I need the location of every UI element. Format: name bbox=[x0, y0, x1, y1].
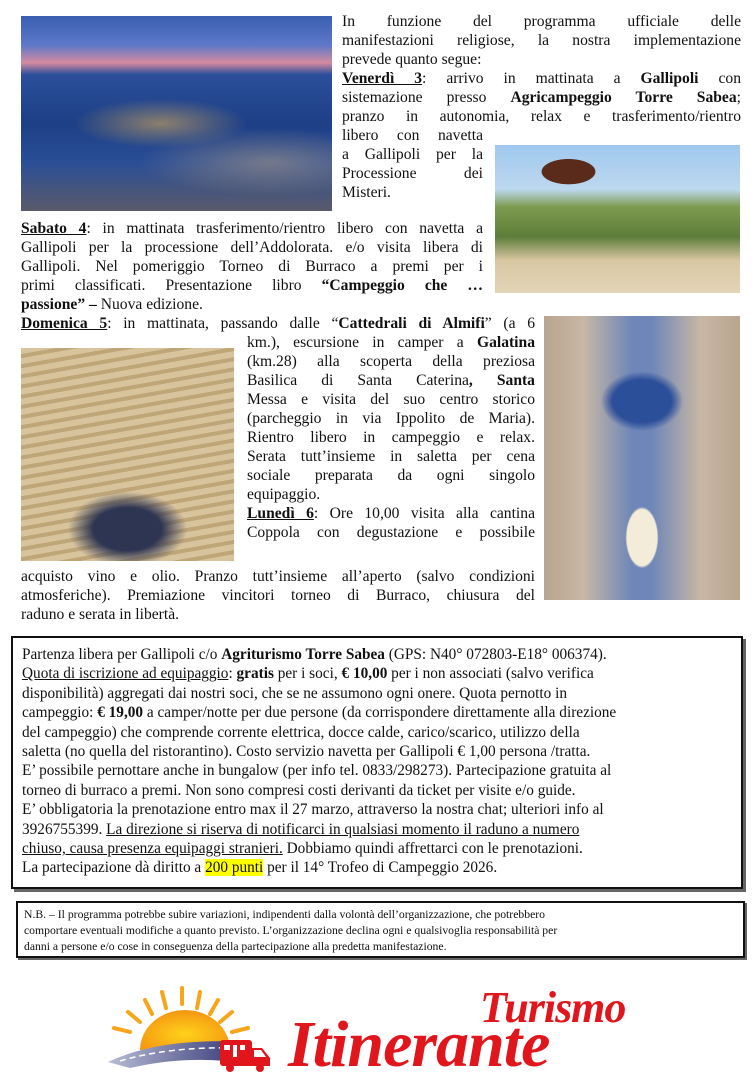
lunedi-paragraph bbox=[21, 567, 535, 624]
text: , Santa bbox=[468, 372, 535, 389]
text: a camper/notte per due persone (da corrispondere direttamente alla direzione bbox=[143, 704, 617, 722]
lunedi-line bbox=[247, 504, 535, 523]
info-line: E’ obbligatoria la prenotazione entro max il 27 marzo, attraverso la nostra chat; ulteriori info al bbox=[22, 801, 604, 819]
text: Partenza libera per Gallipoli c/o bbox=[22, 646, 222, 663]
fee-label: Quota di iscrizione ad equipaggio bbox=[22, 665, 229, 683]
disclaimer-line: danni a persone e/o cose in conseguenza della partecipazione alla predetta manifestazione. bbox=[24, 940, 447, 953]
logo-text-itinerante: Itinerante bbox=[288, 1008, 550, 1081]
gps-text: (GPS: N40° 072803-E18° 006374). bbox=[384, 646, 607, 663]
domenica-line: sociale preparata da ogni singolo bbox=[247, 467, 535, 484]
warning-text: chiuso, causa presenza equipaggi stranieri. bbox=[22, 840, 283, 858]
disclaimer-box bbox=[16, 901, 745, 958]
text: La partecipazione dà diritto a bbox=[22, 859, 206, 877]
domenica-line bbox=[21, 314, 535, 333]
venerdi-line: Misteri. bbox=[342, 184, 391, 201]
info-line bbox=[22, 858, 732, 877]
points-highlight: 200 punti bbox=[205, 859, 264, 877]
venerdi-continued bbox=[342, 126, 483, 202]
domenica-line: (parcheggio in via Ippolito de Maria). bbox=[247, 410, 535, 427]
text: : in mattinata, passando dalle “ bbox=[107, 315, 339, 332]
turismo-itinerante-logo bbox=[100, 982, 660, 1081]
text: Nuova edizione. bbox=[96, 296, 203, 313]
text: : in mattinata trasferimento/rientro libero con navetta a bbox=[86, 220, 483, 237]
text: : Ore 10,00 visita alla cantina bbox=[313, 505, 535, 522]
info-line: torneo di burraco a premi. Non sono compresi costi derivanti da ticket per visite e/o guide. bbox=[22, 781, 576, 799]
domenica-line bbox=[247, 371, 535, 390]
text-bold: Galatina bbox=[476, 334, 535, 351]
warning-text: La direzione si riserva di notificarci in qualsiasi momento il raduno a numero bbox=[106, 820, 580, 838]
info-line: E’ possibile pernottare anche in bungalow (per info tel. 0833/298273). Partecipazione gratuita al bbox=[22, 762, 612, 780]
info-line: del campeggio) che comprende corrente elettrica, docce calde, carico/scarico, utilizzo della bbox=[22, 723, 580, 741]
sabato-line: Gallipoli per la processione dell’Addolorata. e/o visita libera di bbox=[21, 239, 483, 256]
intro-line: prevede quanto segue: bbox=[342, 51, 482, 68]
sabato-day-heading: Sabato 4 bbox=[21, 220, 87, 237]
domenica-line bbox=[247, 333, 535, 352]
sun-road-camper-icon bbox=[100, 982, 275, 1074]
intro-paragraph bbox=[342, 12, 741, 126]
info-line: disponibilità) aggregati dai nostri soci, che se ne assumono ogni onere. Quota pernotto in bbox=[22, 684, 568, 702]
domenica-heading-line bbox=[21, 314, 535, 333]
venerdi-line: pranzo in autonomia, relax e trasferimento/rientro bbox=[342, 108, 741, 125]
text: primi classificati. Presentazione libro bbox=[21, 277, 322, 294]
venerdi-line bbox=[342, 69, 741, 88]
text: campeggio: bbox=[22, 704, 98, 722]
disclaimer-line: N.B. – Il programma potrebbe subire variazioni, indipendenti dalla volontà dell’organizzazione, che potrebbero bbox=[24, 908, 545, 921]
text-bold: Gallipoli bbox=[640, 70, 699, 87]
info-line bbox=[22, 664, 732, 683]
text-bold: Agricampeggio Torre Sabea bbox=[510, 89, 737, 106]
text: Basilica di Santa Caterina bbox=[247, 372, 469, 389]
domenica-paragraph bbox=[247, 333, 535, 542]
lunedi-line: acquisto vino e olio. Pranzo tutt’insieme all’aperto (salvo condizioni bbox=[21, 568, 535, 585]
price: € 10,00 bbox=[341, 665, 388, 683]
info-line: saletta (no quella del ristorantino). Costo servizio navetta per Gallipoli € 1,00 persona /tratta. bbox=[22, 743, 591, 761]
text: sistemazione presso bbox=[342, 89, 511, 106]
domenica-day-heading: Domenica 5 bbox=[21, 315, 108, 332]
venerdi-day-heading: Venerdì 3 bbox=[342, 70, 423, 87]
sabato-line bbox=[21, 295, 483, 314]
sabato-line bbox=[21, 219, 483, 238]
lunedi-day-heading: Lunedì 6 bbox=[247, 505, 314, 522]
text-bold: Agriturismo Torre Sabea bbox=[221, 646, 385, 663]
book-title: “Campeggio che … bbox=[321, 277, 483, 294]
basilica-santa-caterina-photo bbox=[544, 316, 740, 600]
cattedrali-almifi-cave-photo bbox=[21, 348, 234, 561]
venerdi-line bbox=[342, 88, 741, 107]
domenica-line: equipaggio. bbox=[247, 486, 321, 503]
gallipoli-night-photo bbox=[21, 16, 332, 211]
sabato-line: Gallipoli. Nel pomeriggio Torneo di Burraco a premi per i bbox=[21, 258, 483, 275]
text: per i soci, bbox=[273, 665, 342, 683]
text-bold: Cattedrali di Almifi bbox=[338, 315, 485, 332]
venerdi-line: a Gallipoli per la bbox=[342, 146, 483, 163]
venerdi-line: Processione dei bbox=[342, 165, 483, 182]
phone-number: 3926755399. bbox=[22, 820, 107, 838]
logo-text-turismo: Turismo bbox=[480, 983, 626, 1032]
info-line bbox=[22, 839, 732, 858]
domenica-line: Serata tutt’insieme in saletta per cena bbox=[247, 448, 535, 465]
domenica-line: Messa e visita del suo centro storico bbox=[247, 391, 535, 408]
info-box bbox=[11, 636, 743, 889]
text: per i non associati (salvo verifica bbox=[387, 665, 594, 683]
intro-line: In funzione del programma ufficiale delle bbox=[342, 13, 741, 30]
sabato-line bbox=[21, 276, 483, 295]
domenica-line: Rientro libero in campeggio e relax. bbox=[247, 429, 535, 446]
sabato-paragraph bbox=[21, 219, 483, 314]
domenica-line: (km.28) alla scoperta della preziosa bbox=[247, 353, 535, 370]
text: con bbox=[698, 70, 741, 87]
info-line bbox=[22, 820, 732, 839]
venerdi-line: libero con navetta bbox=[342, 127, 483, 144]
text: km.), escursione in camper a bbox=[247, 334, 477, 351]
text: : bbox=[228, 665, 237, 683]
lunedi-line: atmosferiche). Premiazione vincitori torneo di Burraco, chiusura del bbox=[21, 587, 535, 604]
text: : arrivo in mattinata a bbox=[422, 70, 641, 87]
agricampeggio-entrance-photo bbox=[495, 145, 740, 293]
text: Dobbiamo quindi affrettarci con le prenotazioni. bbox=[282, 840, 583, 858]
price: € 19,00 bbox=[97, 704, 144, 722]
info-line bbox=[22, 703, 732, 722]
disclaimer-line: comportare eventuali modifiche a quanto previsto. L’organizzazione declina ogni e qualsivoglia responsabilità per bbox=[24, 924, 558, 937]
lunedi-line: Coppola con degustazione e possibile bbox=[247, 524, 535, 541]
lunedi-line: raduno e serata in libertà. bbox=[21, 606, 180, 623]
intro-line: manifestazioni religiose, la nostra implementazione bbox=[342, 32, 741, 49]
info-line bbox=[22, 645, 732, 664]
text-bold: gratis bbox=[236, 665, 274, 683]
book-title: passione” – bbox=[21, 296, 97, 313]
text: ” (a 6 bbox=[484, 315, 536, 332]
text: ; bbox=[736, 89, 741, 106]
text: per il 14° Trofeo di Campeggio 2026. bbox=[263, 859, 498, 877]
